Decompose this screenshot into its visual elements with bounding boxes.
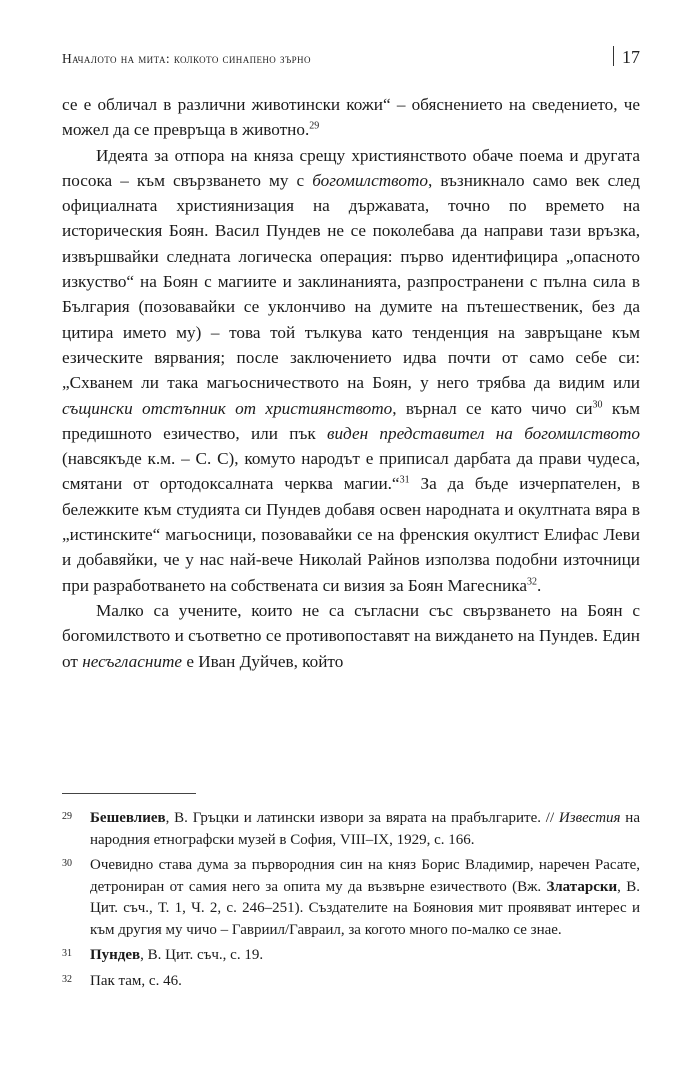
text-run: . (536, 575, 542, 595)
running-title: Началото на мита: колкото синапено зърно (62, 51, 311, 66)
footnote-30 (62, 855, 640, 941)
footnote-text (90, 971, 640, 993)
main-text (62, 92, 640, 674)
text-run: Малко са учените, които не са съгласни със свързването на Боян с богомилството и съответно се противопоставят на виждането на Пундев. Един от (62, 600, 640, 671)
paragraph-3 (62, 598, 640, 674)
emphasis: несъгласните (82, 651, 183, 671)
emphasis: същински отстъпник от християнството (62, 398, 393, 418)
text-run: Очевидно става дума за първородния син на княз Борис Владимир, наречен Расате, детрониран от самия него за опита му да възвърне езичеството (Вж. (90, 857, 640, 895)
page-number (613, 46, 640, 68)
footnote-ref-32[interactable]: 32 (526, 575, 537, 587)
text-run: на народния етнографски музей в София, VIII–IX, 1929, с. 166. (90, 810, 640, 848)
text-run: Идеята за отпора на княза срещу християнството обаче поема и другата посока – към свързването му с (62, 145, 640, 190)
paragraph-2 (62, 143, 640, 598)
text-run: , В. Гръцки и латински извори за вярата на прабългарите. // (165, 810, 559, 826)
text-run: , възникнало само век след официалната християнизация на държавата, точно по времето на историческия Боян. Васил Пундев не се поколебава да направи тази връзка, извършвайки следната логическа операция: първо идентифицира „опасното изкуство“ на Боян с магиите и заклинанията, разпространени с пълна сила в България (позовавайки се уклончиво на думите на пътешественик, без да цитира името му) – това той тълкува като тенденция на завръщане към езическите вярвания; после заключението идва почти от само себе си: „Схванем ли така магьосничеството на Боян, у него трябва да видим или (62, 170, 640, 393)
text-run: (навсякъде к.м. – С. С), комуто народът е приписал дарбата да прави чудеса, смятани от ортодоксалната черква магии.“ (62, 449, 640, 494)
page-number-value: 17 (622, 47, 640, 67)
emphasis: богомилството (312, 170, 428, 190)
emphasis: виден представител на богомилството (326, 423, 641, 443)
author: Пундев (90, 947, 141, 963)
footnote-number: 29 (62, 811, 72, 822)
text-run: се е обличал в различни животински кожи“ – обяснението на сведението, че можел да се превръща в животно. (62, 95, 640, 140)
footnote-29 (62, 808, 640, 851)
author: Златарски (546, 878, 618, 895)
text-run: , върнал се като чичо си (392, 398, 593, 418)
text-run: е Иван Дуйчев, който (182, 651, 344, 671)
footnote-number: 31 (62, 948, 72, 959)
text-run: За да бъде изчерпателен, в бележките към студията си Пундев добавя освен народната и окултната вяра в „истинските“ магьосници, позовавайки се на френския окултист Елифас Леви и добавяйки, че у нас най-вече Николай Райнов използва подобни източници при разработването на собствената си визия за Боян Магесника (62, 474, 640, 595)
divider (613, 46, 614, 66)
running-head (62, 46, 640, 68)
text-run: , В. Цит. съч., Т. 1, Ч. 2, с. 246–251). Създателите на Бояновия мит проявяват интерес и към другия му чичо – Гавриил/Гавраил, за когото много по-малко се знае. (90, 878, 640, 938)
text-run: към предишното езичество, или пък (62, 398, 641, 443)
footnote-number: 32 (62, 973, 72, 985)
text-run: , В. Цит. съч., с. 19. (140, 947, 264, 963)
footnote-text (90, 945, 640, 967)
footnote-ref-31[interactable]: 31 (399, 474, 410, 486)
footnote-text (90, 808, 640, 851)
footnote-ref-30[interactable]: 30 (592, 398, 603, 410)
author: Бешевлиев (90, 810, 166, 826)
footnote-number: 30 (62, 858, 72, 869)
paragraph-1 (62, 92, 640, 143)
footnote-ref-29[interactable]: 29 (309, 120, 320, 132)
text-run: Пак там, с. 46. (90, 972, 182, 989)
footnote-text (90, 855, 640, 941)
emphasis: Известия (558, 810, 621, 826)
footnote-31 (62, 945, 640, 967)
footnote-separator (62, 793, 196, 794)
footnote-32 (62, 971, 640, 993)
footnotes (62, 808, 640, 996)
